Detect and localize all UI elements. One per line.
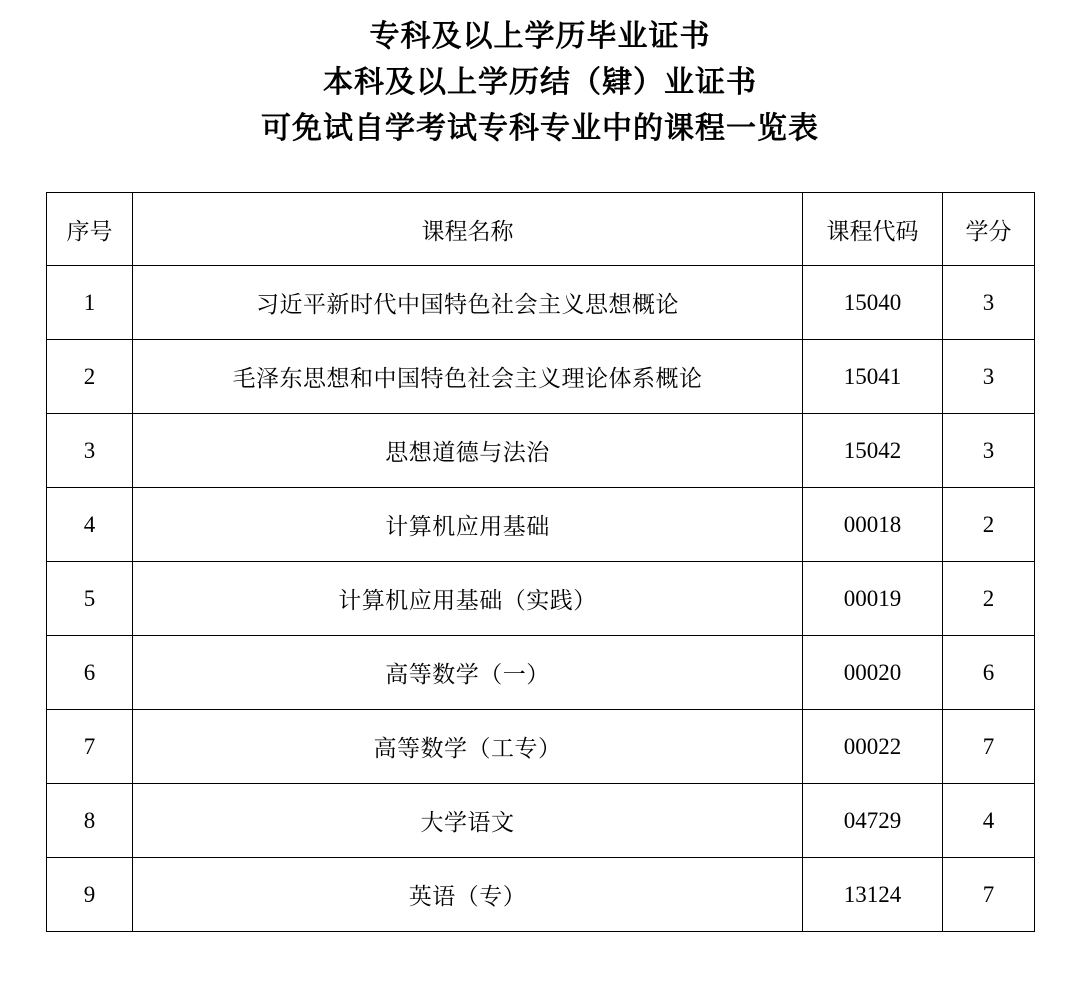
header-course-code: 课程代码 — [803, 193, 943, 266]
table-header-row — [47, 193, 1035, 266]
cell-credit: 3 — [943, 414, 1035, 488]
cell-index: 3 — [47, 414, 133, 488]
table-row — [47, 488, 1035, 562]
cell-index: 4 — [47, 488, 133, 562]
table-row — [47, 858, 1035, 932]
cell-credit: 2 — [943, 562, 1035, 636]
cell-index: 2 — [47, 340, 133, 414]
header-course-name: 课程名称 — [133, 193, 803, 266]
cell-credit: 7 — [943, 858, 1035, 932]
cell-credit: 3 — [943, 266, 1035, 340]
header-index: 序号 — [47, 193, 133, 266]
cell-index: 8 — [47, 784, 133, 858]
table-header — [47, 193, 1035, 266]
table-body — [47, 266, 1035, 932]
document-title — [0, 0, 1080, 152]
cell-index: 9 — [47, 858, 133, 932]
header-credit: 学分 — [943, 193, 1035, 266]
cell-course-name: 高等数学（一） — [133, 636, 803, 710]
cell-credit: 6 — [943, 636, 1035, 710]
course-table — [46, 192, 1035, 932]
cell-index: 1 — [47, 266, 133, 340]
cell-course-code: 00018 — [803, 488, 943, 562]
cell-course-name: 计算机应用基础（实践） — [133, 562, 803, 636]
table-row — [47, 266, 1035, 340]
cell-course-code: 15042 — [803, 414, 943, 488]
cell-credit: 2 — [943, 488, 1035, 562]
cell-course-code: 15041 — [803, 340, 943, 414]
table-row — [47, 636, 1035, 710]
table-row — [47, 710, 1035, 784]
cell-course-code: 00019 — [803, 562, 943, 636]
table-row — [47, 784, 1035, 858]
cell-credit: 3 — [943, 340, 1035, 414]
course-table-container — [46, 192, 1034, 932]
cell-course-code: 13124 — [803, 858, 943, 932]
cell-course-name: 高等数学（工专） — [133, 710, 803, 784]
title-line-1: 专科及以上学历毕业证书 — [369, 20, 711, 53]
cell-course-code: 15040 — [803, 266, 943, 340]
cell-course-name: 思想道德与法治 — [133, 414, 803, 488]
cell-course-code: 00022 — [803, 710, 943, 784]
cell-credit: 7 — [943, 710, 1035, 784]
cell-index: 5 — [47, 562, 133, 636]
cell-index: 7 — [47, 710, 133, 784]
cell-course-name: 习近平新时代中国特色社会主义思想概论 — [133, 266, 803, 340]
cell-course-name: 计算机应用基础 — [133, 488, 803, 562]
cell-course-code: 00020 — [803, 636, 943, 710]
title-line-3: 可免试自学考试专科专业中的课程一览表 — [261, 112, 819, 145]
cell-credit: 4 — [943, 784, 1035, 858]
table-row — [47, 340, 1035, 414]
cell-course-name: 英语（专） — [133, 858, 803, 932]
cell-index: 6 — [47, 636, 133, 710]
title-line-2: 本科及以上学历结（肄）业证书 — [323, 66, 757, 99]
table-row — [47, 562, 1035, 636]
cell-course-name: 大学语文 — [133, 784, 803, 858]
cell-course-name: 毛泽东思想和中国特色社会主义理论体系概论 — [133, 340, 803, 414]
table-row — [47, 414, 1035, 488]
cell-course-code: 04729 — [803, 784, 943, 858]
